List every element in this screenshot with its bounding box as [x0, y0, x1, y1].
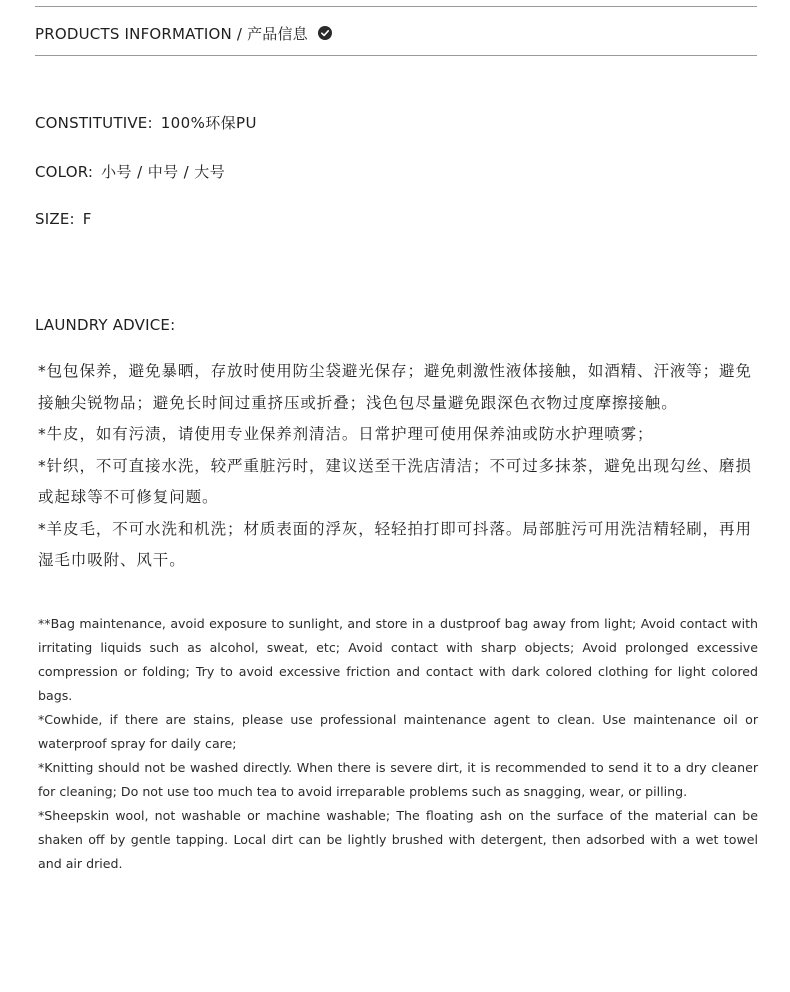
header-title: PRODUCTS INFORMATION / 产品信息 [35, 24, 308, 43]
laundry-cn-paragraph: *牛皮，如有污渍，请使用专业保养剂清洁。日常护理可使用保养油或防水护理喷雾； [38, 425, 654, 443]
laundry-cn-block [38, 356, 758, 577]
laundry-en-paragraph: *Knitting should not be washed directly. When there is severe dirt, it is recommended to send it to a dry cleaner for cleaning; Do not use too much tea to avoid irreparable problems such as snagging, wear, or pilling. [38, 760, 758, 799]
color-value: 小号 / 中号 / 大号 [101, 163, 226, 181]
laundry-cn-paragraph: *针织，不可直接水洗，较严重脏污时，建议送至干洗店清洁；不可过多抹茶，避免出现勾丝、磨损或起球等不可修复问题。 [38, 456, 752, 506]
laundry-title: LAUNDRY ADVICE: [35, 316, 176, 334]
size-field [35, 210, 92, 228]
constitutive-value: 100%环保PU [160, 114, 257, 132]
laundry-en-paragraph: *Cowhide, if there are stains, please use professional maintenance agent to clean. Use maintenance oil or waterproof spray for daily care; [38, 712, 758, 751]
constitutive-label: CONSTITUTIVE: [35, 114, 153, 132]
size-value: F [82, 210, 92, 228]
laundry-cn-paragraph: *包包保养，避免暴晒，存放时使用防尘袋避光保存；避免刺激性液体接触，如酒精、汗液等；避免接触尖锐物品；避免长时间过重挤压或折叠；浅色包尽量避免跟深色衣物过度摩擦接触。 [38, 362, 752, 412]
top-divider [35, 6, 757, 7]
laundry-en-block [38, 612, 758, 876]
header-divider [35, 55, 757, 56]
section-header [35, 22, 332, 44]
size-label: SIZE: [35, 210, 75, 228]
color-label: COLOR: [35, 163, 94, 181]
laundry-en-paragraph: **Bag maintenance, avoid exposure to sunlight, and store in a dustproof bag away from light; Avoid contact with irritating liquids such as alcohol, sweat, etc; Avoid contact with sharp objects; Avoid prolonged excessive compression or folding; Try to avoid excessive friction and contact with dark colored clothing for light colored bags. [38, 616, 758, 703]
laundry-cn-paragraph: *羊皮毛，不可水洗和机洗；材质表面的浮灰，轻轻拍打即可抖落。局部脏污可用洗洁精轻刷，再用湿毛巾吸附、风干。 [38, 519, 752, 569]
laundry-en-paragraph: *Sheepskin wool, not washable or machine washable; The floating ash on the surface of the material can be shaken off by gentle tapping. Local dirt can be lightly brushed with detergent, then adsorbed with a wet towel and air dried. [38, 808, 758, 871]
color-field [35, 161, 225, 182]
check-circle-icon [318, 26, 332, 40]
constitutive-field [35, 112, 257, 133]
